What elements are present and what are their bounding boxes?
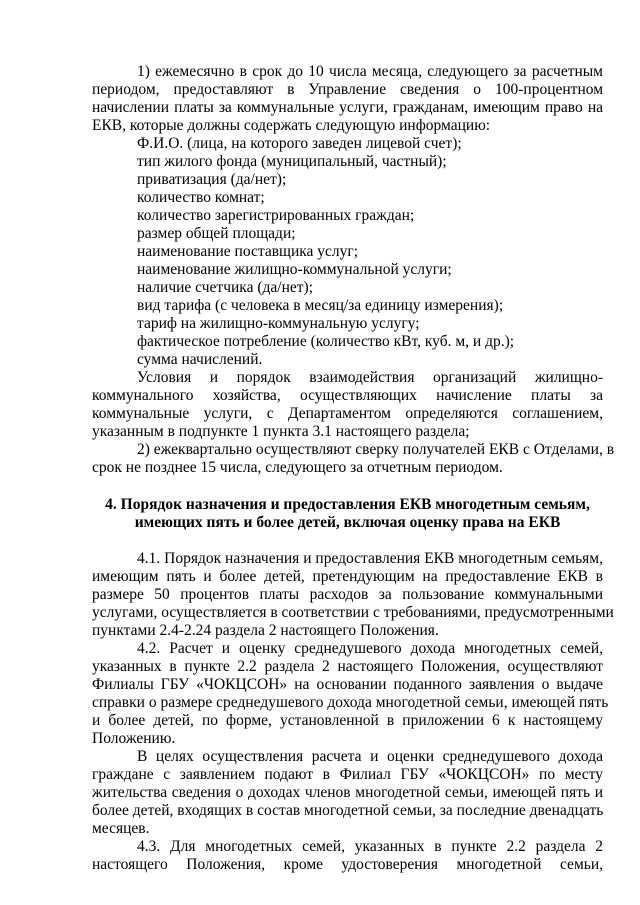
paragraph-line: 4.3. Для многодетных семей, указанных в пункте 2.2 раздела 2 — [137, 838, 603, 855]
paragraph-line: имеющим пять и более детей, претендующим на предоставление ЕКВ в — [92, 568, 603, 585]
paragraph-line: 4.1. Порядок назначения и предоставления ЕКВ многодетным семьям, — [137, 550, 603, 567]
paragraph-line: размере 50 процентов платы расходов за пользование коммунальными — [92, 586, 603, 603]
list-item: количество зарегистрированных граждан; — [137, 207, 415, 224]
paragraph-line: ЕКВ, которые должны содержать следующую информацию: — [92, 117, 491, 134]
paragraph-line: настоящего Положения, кроме удостоверения многодетной семьи, — [92, 856, 603, 873]
paragraph-line: жительства сведения о доходах членов многодетной семьи, имеющей пять и — [92, 784, 603, 801]
paragraph-line: услугами, осуществляется в соответствии с требованиями, предусмотренными — [92, 604, 614, 621]
paragraph-line: срок не позднее 15 числа, следующего за отчетным периодом. — [92, 459, 503, 476]
list-item: вид тарифа (с человека в месяц/за единицу измерения); — [137, 297, 504, 314]
paragraph-line: справки о размере среднедушевого дохода многодетной семьи, имеющей пять — [92, 694, 609, 711]
paragraph-line: и более детей, по форме, установленной в приложении 6 к настоящему — [92, 712, 603, 729]
list-item: фактическое потребление (количество кВт, куб. м, и др.); — [137, 333, 515, 350]
section-heading: 4. Порядок назначения и предоставления ЕКВ многодетным семьям, — [105, 496, 590, 513]
paragraph-line: 1) ежемесячно в срок до 10 числа месяца, следующего за расчетным — [137, 63, 603, 80]
paragraph-line: указанных в пункте 2.2 раздела 2 настоящего Положения, осуществляют — [92, 658, 603, 675]
list-item: сумма начислений. — [137, 351, 263, 368]
paragraph-line: 2) ежеквартально осуществляют сверку получателей ЕКВ с Отделами, в — [137, 441, 615, 458]
paragraph-line: коммунальные услуги, с Департаментом определяются соглашением, — [92, 405, 603, 422]
paragraph-line: указанным в подпункте 1 пункта 3.1 настоящего раздела; — [92, 423, 470, 440]
list-item: наличие счетчика (да/нет); — [137, 279, 313, 296]
list-item: наименование поставщика услуг; — [137, 243, 359, 260]
paragraph-line: коммунального хозяйства, осуществляющих начисление платы за — [92, 387, 603, 404]
list-item: наименование жилищно-коммунальной услуги; — [137, 261, 452, 278]
list-item: тариф на жилищно-коммунальную услугу; — [137, 315, 420, 332]
paragraph-line: пунктами 2.4-2.24 раздела 2 настоящего Положения. — [92, 622, 439, 639]
paragraph-line: В целях осуществления расчета и оценки среднедушевого дохода — [137, 748, 603, 765]
paragraph-line: Условия и порядок взаимодействия организаций жилищно- — [137, 369, 603, 386]
section-heading: имеющих пять и более детей, включая оценку права на ЕКВ — [134, 514, 561, 531]
list-item: тип жилого фонда (муниципальный, частный); — [137, 153, 447, 170]
paragraph-line: граждане с заявлением подают в Филиал ГБУ «ЧОКЦСОН» по месту — [92, 766, 603, 783]
list-item: размер общей площади; — [137, 225, 296, 242]
paragraph-line: 4.2. Расчет и оценку среднедушевого дохода многодетных семей, — [137, 640, 603, 657]
paragraph-line: начислении платы за коммунальные услуги, гражданам, имеющим право на — [92, 99, 603, 116]
paragraph-line: месяцев. — [92, 820, 150, 837]
paragraph-line: Филиалы ГБУ «ЧОКЦСОН» на основании поданного заявления о выдаче — [92, 676, 603, 693]
list-item: приватизация (да/нет); — [137, 171, 287, 188]
paragraph-line: более детей, входящих в состав многодетной семьи, за последние двенадцать — [92, 802, 604, 819]
paragraph-line: Положению. — [92, 730, 176, 747]
list-item: количество комнат; — [137, 189, 265, 206]
list-item: Ф.И.О. (лица, на которого заведен лицевой счет); — [137, 135, 462, 152]
paragraph-line: периодом, предоставляют в Управление сведения о 100-процентном — [92, 81, 603, 98]
